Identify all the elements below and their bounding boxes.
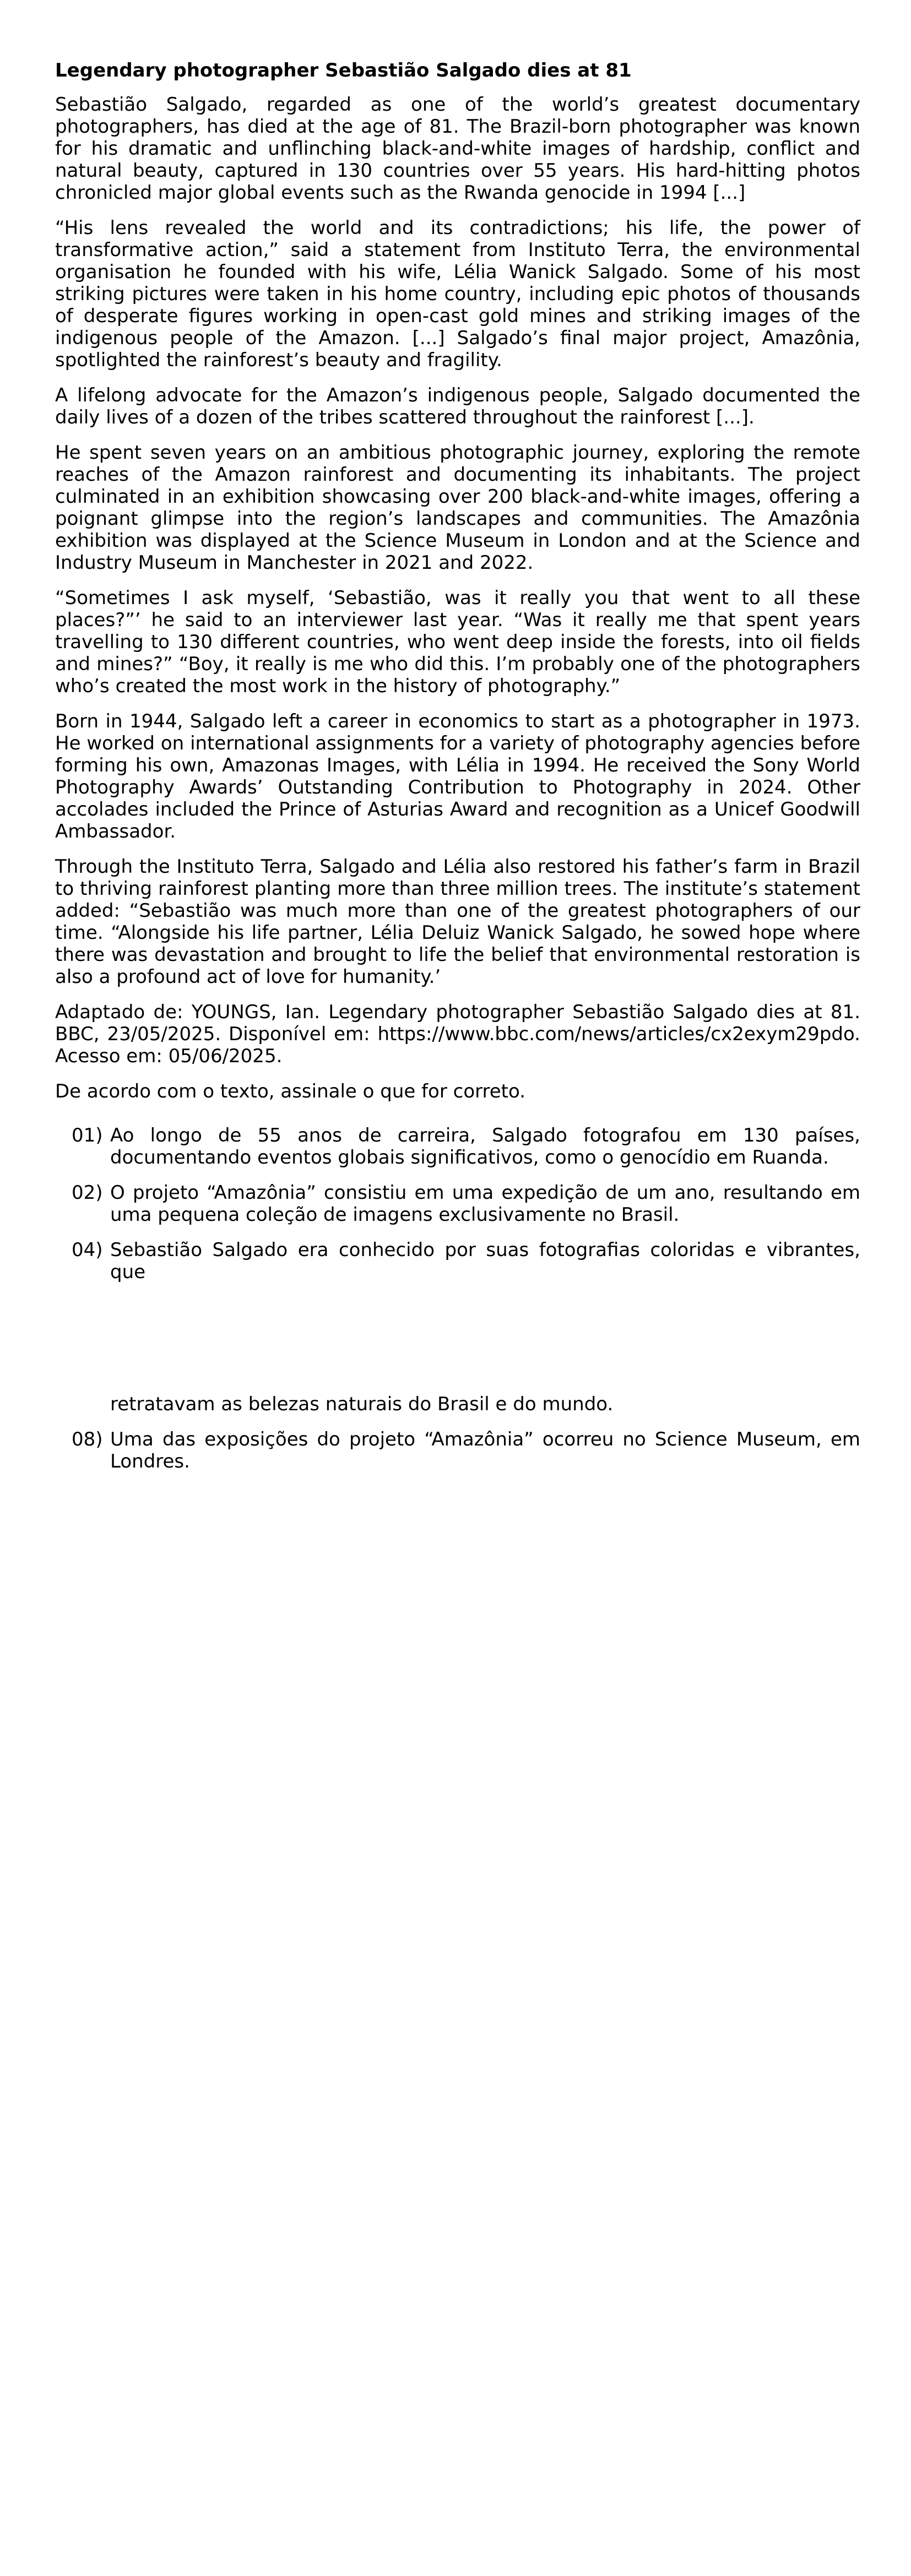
article-paragraph-5: “Sometimes I ask myself, ‘Sebastião, was it really you that went to all these places?”’ he said to an interviewer last year. “Was it really me that spent years travelling to 130 different countries, who went deep inside the forests, into oil fields and mines?” “Boy, it really is me who did this. I’m probably one of the photographers who’s created the most work in the history of photography.” bbox=[55, 587, 860, 697]
option-text-line-1: Sebastião Salgado era conhecido por suas fotografias coloridas e vibrantes, que bbox=[110, 1239, 860, 1283]
answer-options bbox=[55, 1124, 860, 1472]
article-paragraph-7: Through the Instituto Terra, Salgado and Lélia also restored his father’s farm in Brazil to thriving rainforest planting more than three million trees. The institute’s statement added: “Sebastião was much more than one of the greatest photographers of our time. “Alongside his life partner, Lélia Deluiz Wanick Salgado, he sowed hope where there was devastation and brought to life the belief that environmental restoration is also a profound act of love for humanity.’ bbox=[55, 856, 860, 988]
option-number: 04) bbox=[72, 1239, 103, 1261]
article-title: Legendary photographer Sebastião Salgado dies at 81 bbox=[55, 59, 632, 81]
answer-option-08 bbox=[55, 1428, 860, 1472]
page-gap bbox=[110, 1283, 860, 1393]
document-page bbox=[55, 59, 860, 1486]
article-paragraph-6: Born in 1944, Salgado left a career in economics to start as a photographer in 1973. He worked on international assignments for a variety of photography agencies before forming his own, Amazonas Images, with Lélia in 1994. He received the Sony World Photography Awards’ Outstanding Contribution to Photography in 2024. Other accolades included the Prince of Asturias Award and recognition as a Unicef Goodwill Ambassador. bbox=[55, 710, 860, 843]
article-citation: Adaptado de: YOUNGS, Ian. Legendary photographer Sebastião Salgado dies at 81. BBC, 23/05/2025. Disponível em: https://www.bbc.com/news/articles/cx2exym29pdo. Acesso em: 05/06/2025. bbox=[55, 1001, 860, 1067]
option-text: Ao longo de 55 anos de carreira, Salgado fotografou em 130 países, documentando eventos globais significativos, como o genocídio em Ruanda. bbox=[110, 1124, 860, 1169]
answer-option-01 bbox=[55, 1124, 860, 1169]
article-paragraph-4: He spent seven years on an ambitious photographic journey, exploring the remote reaches of the Amazon rainforest and documenting its inhabitants. The project culminated in an exhibition showcasing over 200 black-and-white images, offering a poignant glimpse into the region’s landscapes and communities. The Amazônia exhibition was displayed at the Science Museum in London and at the Science and Industry Museum in Manchester in 2021 and 2022. bbox=[55, 442, 860, 574]
answer-option-04 bbox=[55, 1239, 860, 1415]
question-prompt: De acordo com o texto, assinale o que for correto. bbox=[55, 1080, 526, 1102]
article-paragraph-1: Sebastião Salgado, regarded as one of the world’s greatest documentary photographers, has died at the age of 81. The Brazil-born photographer was known for his dramatic and unflinching black-and-white images of hardship, conflict and natural beauty, captured in 130 countries over 55 years. His hard-hitting photos chronicled major global events such as the Rwanda genocide in 1994 [...] bbox=[55, 94, 860, 204]
option-text-line-2: retratavam as belezas naturais do Brasil e do mundo. bbox=[110, 1393, 614, 1415]
article-paragraph-3: A lifelong advocate for the Amazon’s indigenous people, Salgado documented the daily lives of a dozen of the tribes scattered throughout the rainforest [...]. bbox=[55, 384, 860, 428]
answer-option-02 bbox=[55, 1182, 860, 1226]
option-number: 01) bbox=[72, 1124, 103, 1146]
option-text: Uma das exposições do projeto “Amazônia” ocorreu no Science Museum, em Londres. bbox=[110, 1428, 860, 1472]
option-number: 08) bbox=[72, 1428, 103, 1450]
option-number: 02) bbox=[72, 1182, 103, 1204]
option-text: O projeto “Amazônia” consistiu em uma expedição de um ano, resultando em uma pequena coleção de imagens exclusivamente no Brasil. bbox=[110, 1182, 860, 1226]
article-paragraph-2: “His lens revealed the world and its contradictions; his life, the power of transformative action,” said a statement from Instituto Terra, the environmental organisation he founded with his wife, Lélia Wanick Salgado. Some of his most striking pictures were taken in his home country, including epic photos of thousands of desperate figures working in open-cast gold mines and striking images of the indigenous people of the Amazon. [...] Salgado’s final major project, Amazônia, spotlighted the rainforest’s beauty and fragility. bbox=[55, 217, 860, 371]
